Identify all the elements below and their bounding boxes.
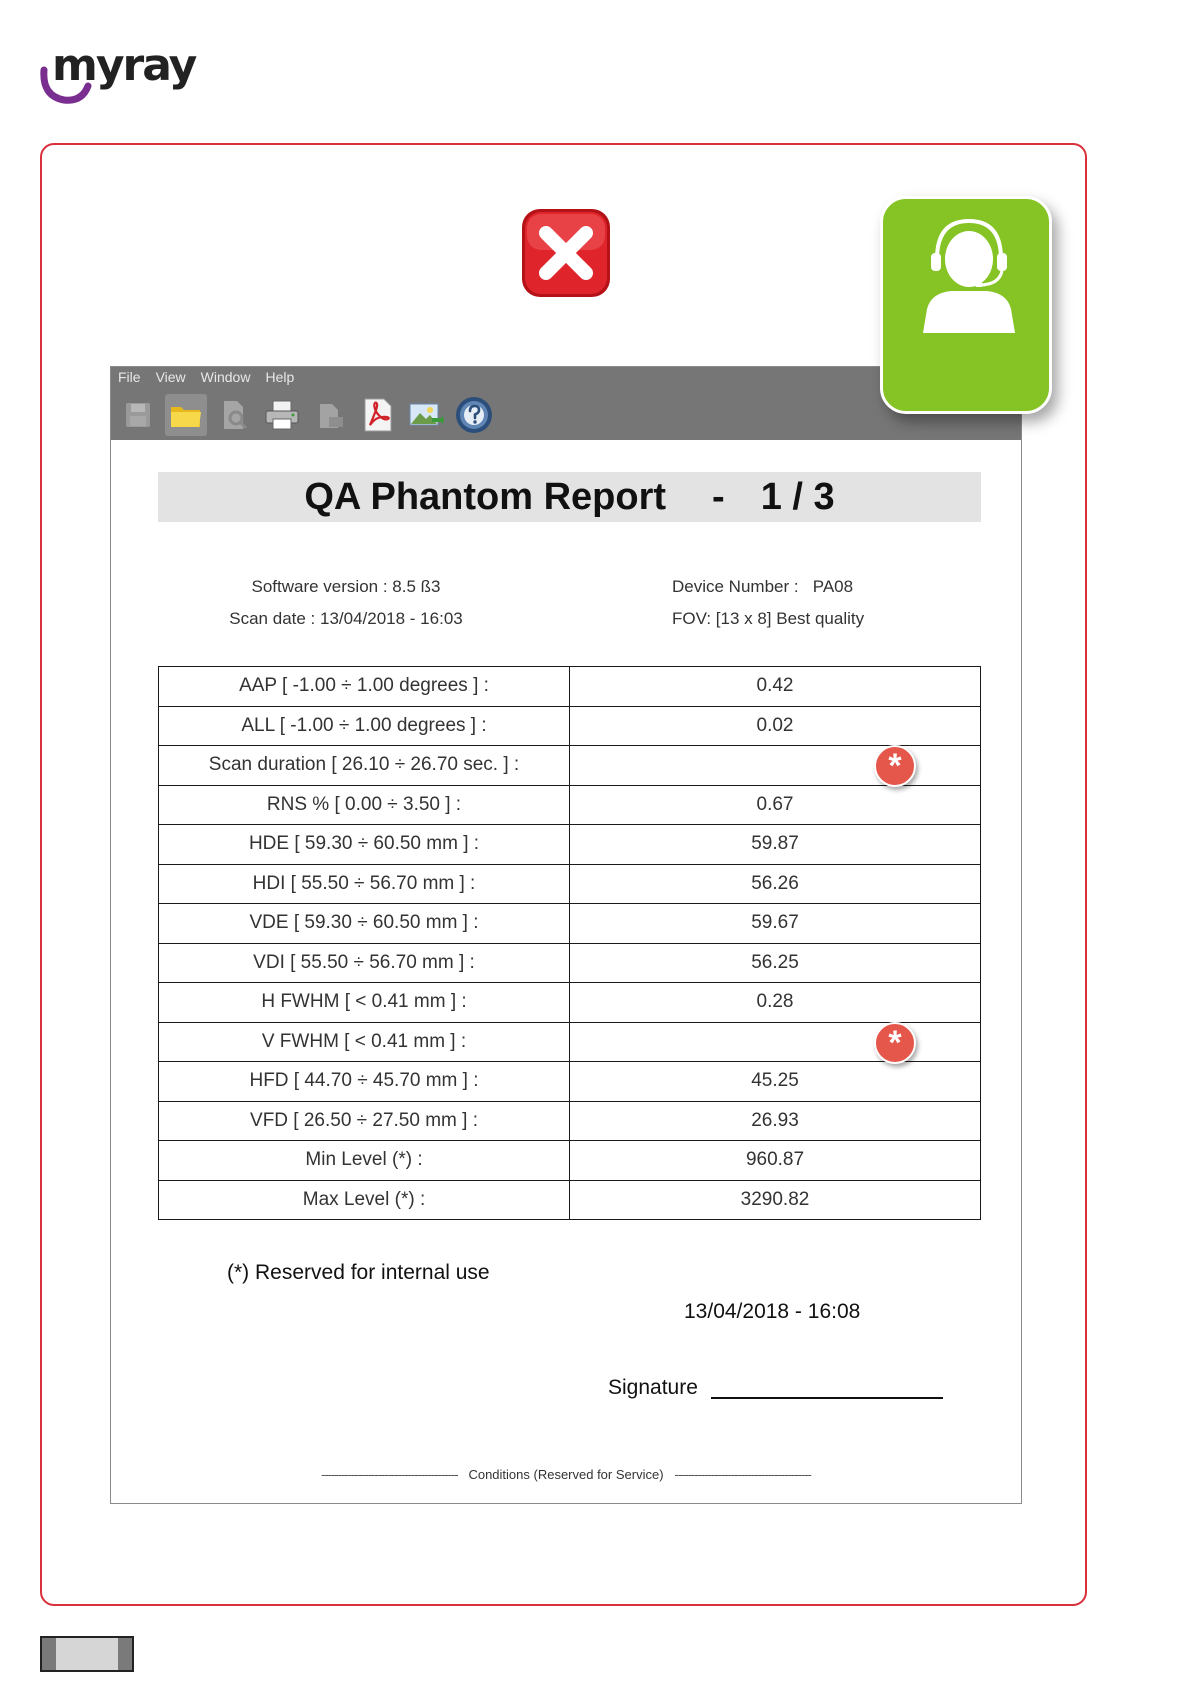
export-icon xyxy=(315,400,345,430)
report-datetime: 13/04/2018 - 16:08 xyxy=(684,1300,861,1323)
save-button[interactable] xyxy=(117,394,159,436)
value-cell: 56.26 xyxy=(570,864,981,904)
table-row xyxy=(159,1101,981,1141)
scan-date: Scan date : 13/04/2018 - 16:03 xyxy=(229,609,463,628)
asterisk-badge-icon: * xyxy=(874,1022,916,1064)
open-folder-icon xyxy=(169,400,203,430)
myray-logo-mark xyxy=(40,46,210,110)
param-cell: AAP [ -1.00 ÷ 1.00 degrees ] : xyxy=(159,667,570,707)
param-cell: Scan duration [ 26.10 ÷ 26.70 sec. ] : xyxy=(159,746,570,786)
menu-file[interactable]: File xyxy=(118,369,141,385)
report-info-left xyxy=(221,571,471,635)
toolbar xyxy=(117,393,495,437)
support-agent-icon xyxy=(917,213,1021,333)
reserved-note: (*) Reserved for internal use xyxy=(227,1261,490,1284)
param-cell: RNS % [ 0.00 ÷ 3.50 ] : xyxy=(159,785,570,825)
fov: FOV: [13 x 8] Best quality xyxy=(672,609,865,628)
qa-results-table xyxy=(158,666,981,1220)
param-cell: HDI [ 55.50 ÷ 56.70 mm ] : xyxy=(159,864,570,904)
value-cell: 45.25 xyxy=(570,1062,981,1102)
support-badge xyxy=(880,196,1052,414)
table-row xyxy=(159,983,981,1023)
table-row xyxy=(159,864,981,904)
help-button[interactable] xyxy=(453,394,495,436)
report-page-indicator: 1 / 3 xyxy=(760,475,835,518)
footer-dashes-right: ----------------------------------------- xyxy=(674,1467,811,1482)
param-cell: ALL [ -1.00 ÷ 1.00 degrees ] : xyxy=(159,706,570,746)
table-row xyxy=(159,1022,981,1062)
help-icon xyxy=(454,395,494,435)
value-cell-v-fwhm xyxy=(570,1022,981,1062)
menu-window[interactable]: Window xyxy=(200,369,251,385)
param-cell: V FWHM [ < 0.41 mm ] : xyxy=(159,1022,570,1062)
value-cell: 0.42 xyxy=(570,667,981,707)
save-icon xyxy=(123,400,153,430)
report-title-separator: - xyxy=(712,475,725,518)
value-cell: 59.67 xyxy=(570,904,981,944)
myray-logo xyxy=(40,46,210,110)
app-window xyxy=(110,366,1022,1504)
page-tab xyxy=(40,1636,134,1672)
menu-help[interactable]: Help xyxy=(265,369,295,385)
param-cell: VDI [ 55.50 ÷ 56.70 mm ] : xyxy=(159,943,570,983)
param-cell: VFD [ 26.50 ÷ 27.50 mm ] : xyxy=(159,1101,570,1141)
preview-icon xyxy=(219,399,249,431)
param-cell: H FWHM [ < 0.41 mm ] : xyxy=(159,983,570,1023)
param-cell: VDE [ 59.30 ÷ 60.50 mm ] : xyxy=(159,904,570,944)
footer-conditions-text: Conditions (Reserved for Service) xyxy=(468,1467,664,1482)
device-number: Device Number : PA08 xyxy=(672,577,854,596)
value-cell: 960.87 xyxy=(570,1141,981,1181)
image-button[interactable] xyxy=(405,394,447,436)
value-cell-scan-duration xyxy=(570,746,981,786)
signature-label: Signature xyxy=(608,1376,698,1399)
table-row xyxy=(159,706,981,746)
report-info-right xyxy=(672,571,972,635)
value-cell: 56.25 xyxy=(570,943,981,983)
value-cell: 3290.82 xyxy=(570,1180,981,1220)
signature-line xyxy=(711,1397,943,1399)
table-row xyxy=(159,667,981,707)
print-icon xyxy=(264,399,300,431)
table-row xyxy=(159,904,981,944)
pdf-icon xyxy=(362,397,394,433)
table-row xyxy=(159,1062,981,1102)
table-row xyxy=(159,746,981,786)
report-title: QA Phantom Report xyxy=(304,475,667,518)
pdf-button[interactable] xyxy=(357,394,399,436)
table-row xyxy=(159,825,981,865)
param-cell: HDE [ 59.30 ÷ 60.50 mm ] : xyxy=(159,825,570,865)
param-cell: Min Level (*) : xyxy=(159,1141,570,1181)
print-button[interactable] xyxy=(261,394,303,436)
param-cell: HFD [ 44.70 ÷ 45.70 mm ] : xyxy=(159,1062,570,1102)
footer-dashes-left: ----------------------------------------- xyxy=(321,1467,458,1482)
menu-view[interactable]: View xyxy=(155,369,186,385)
conditions-footer xyxy=(261,1467,871,1482)
software-version: Software version : 8.5 ß3 xyxy=(251,577,441,596)
open-folder-button[interactable] xyxy=(165,394,207,436)
error-icon xyxy=(521,208,611,298)
preview-button[interactable] xyxy=(213,394,255,436)
value-cell: 59.87 xyxy=(570,825,981,865)
table-row xyxy=(159,1141,981,1181)
table-row xyxy=(159,1180,981,1220)
value-cell: 26.93 xyxy=(570,1101,981,1141)
value-cell: 0.02 xyxy=(570,706,981,746)
table-row xyxy=(159,943,981,983)
logo-text: myray xyxy=(52,46,196,91)
value-cell: 0.28 xyxy=(570,983,981,1023)
export-button[interactable] xyxy=(309,394,351,436)
param-cell: Max Level (*) : xyxy=(159,1180,570,1220)
menu-bar xyxy=(118,367,309,389)
image-icon xyxy=(408,400,444,430)
report-title-bar xyxy=(158,472,981,522)
table-row xyxy=(159,785,981,825)
value-cell: 0.67 xyxy=(570,785,981,825)
asterisk-badge-icon: * xyxy=(874,745,916,787)
